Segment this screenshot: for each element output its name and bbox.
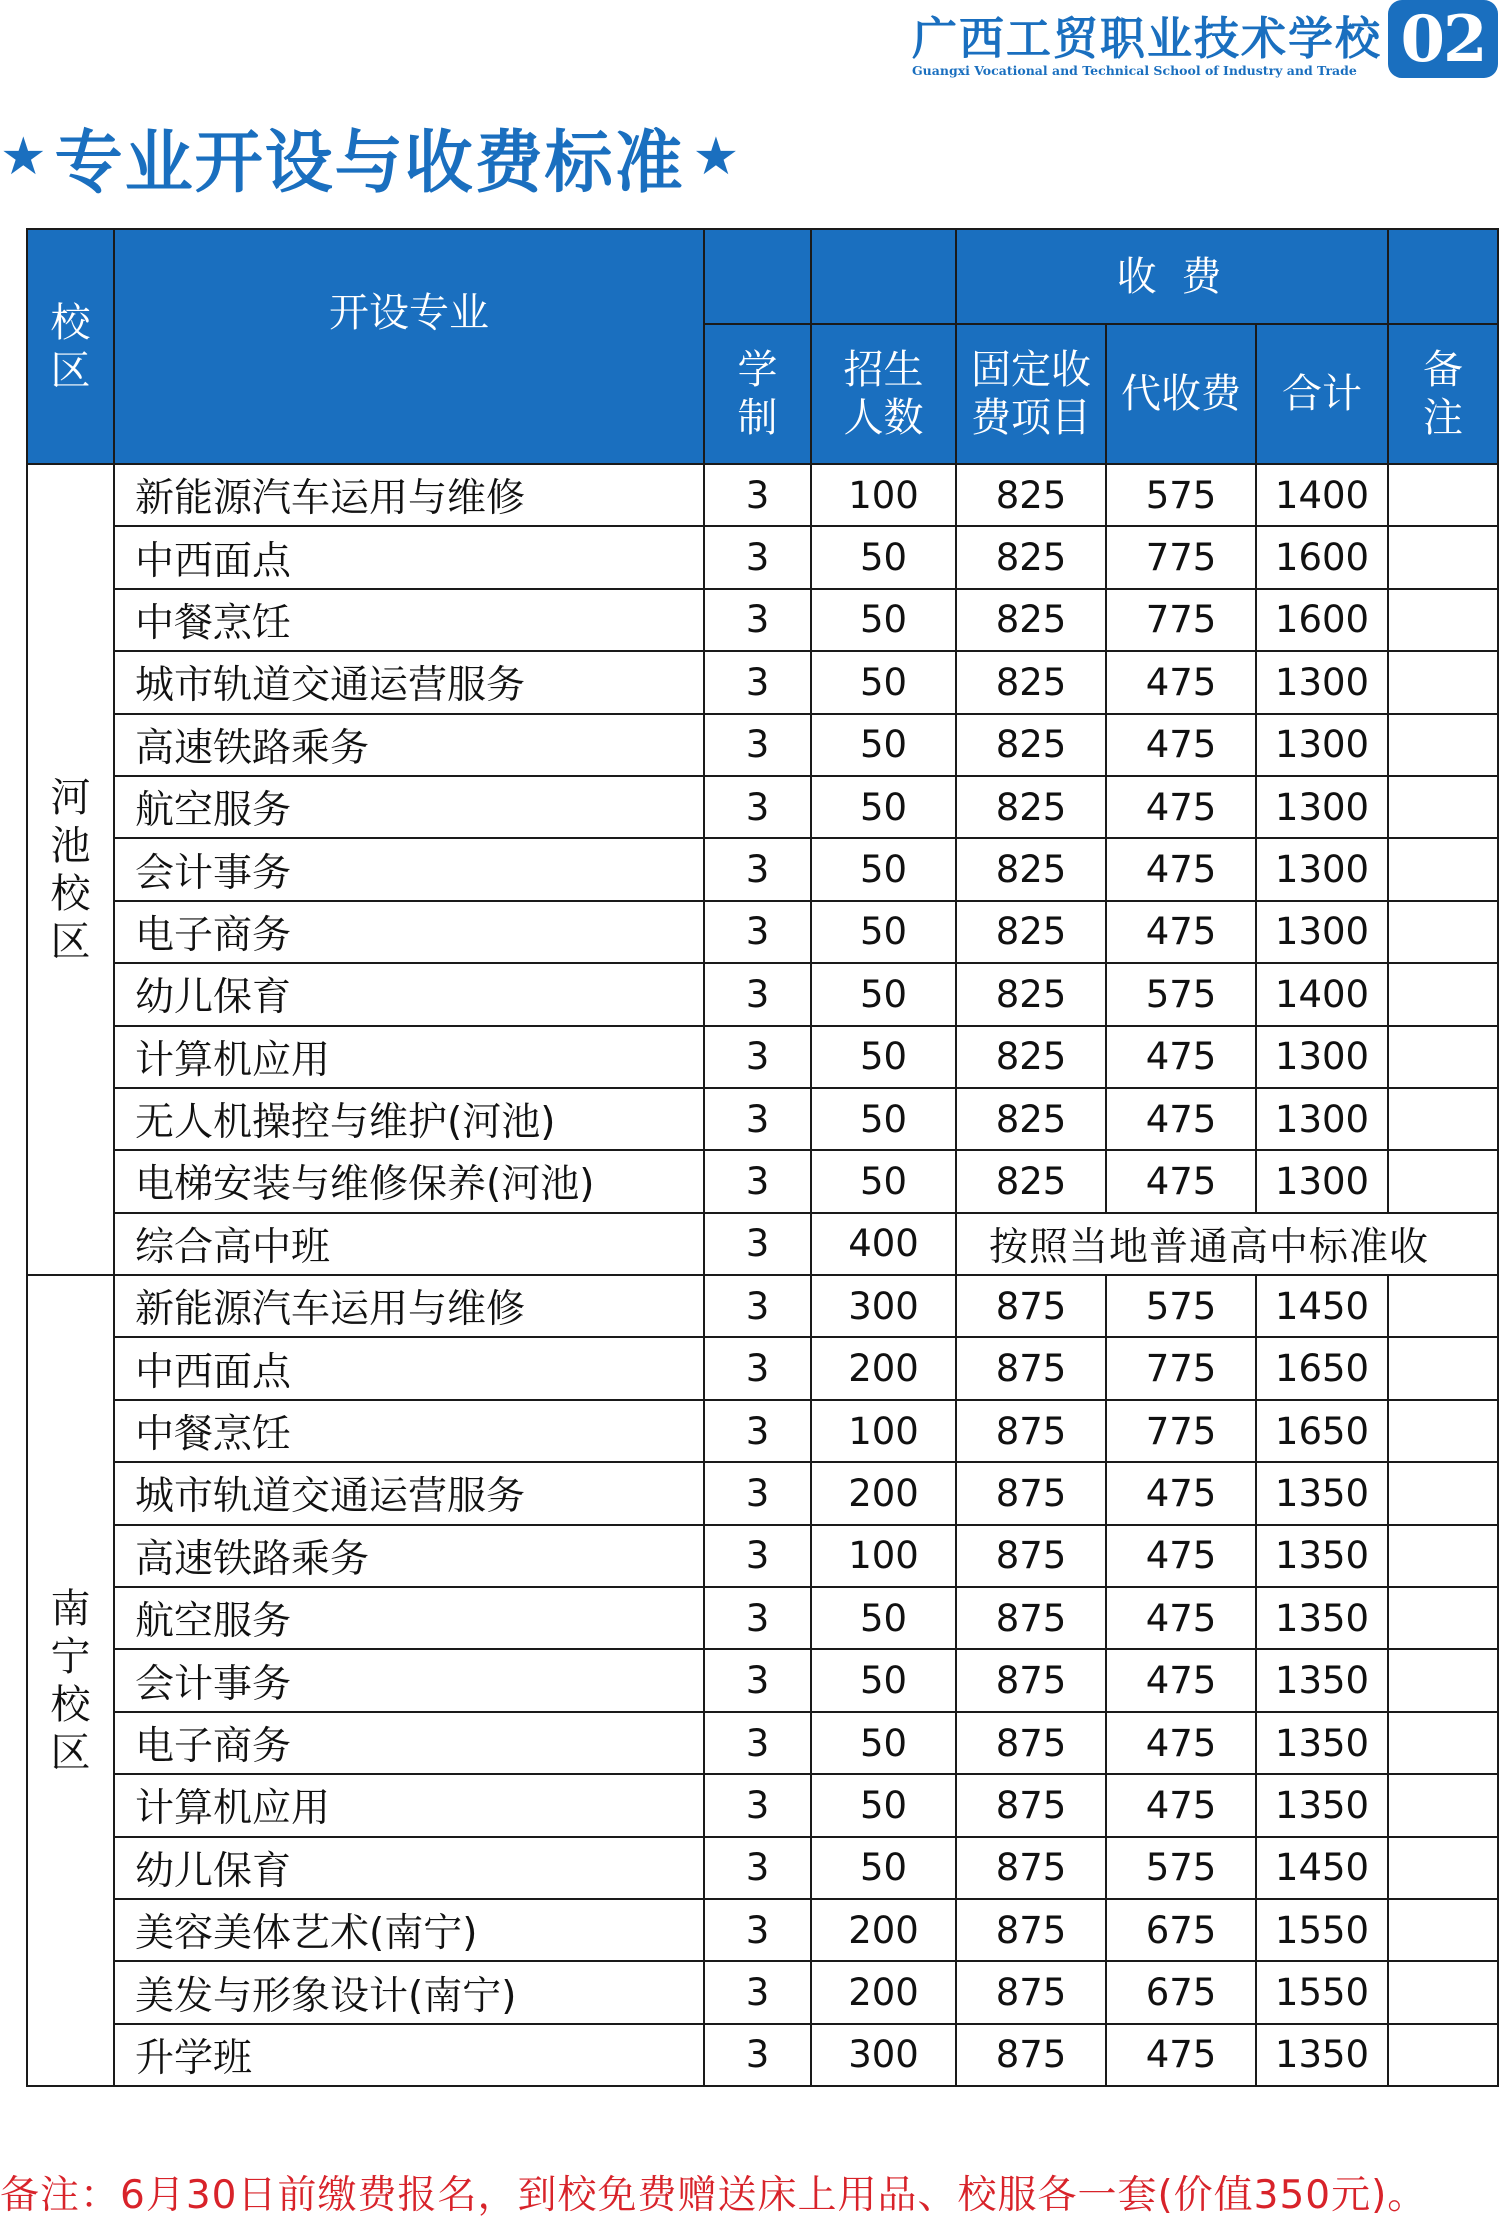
fixed-fee-cell: 825 [956, 776, 1106, 838]
enrollment-cell: 50 [811, 1712, 956, 1774]
agency-fee-cell: 775 [1106, 526, 1256, 588]
agency-fee-cell: 475 [1106, 1525, 1256, 1587]
major-cell: 电梯安装与维修保养(河池) [114, 1150, 704, 1212]
fixed-fee-cell: 875 [956, 1899, 1106, 1961]
enrollment-cell: 200 [811, 1462, 956, 1524]
major-cell: 高速铁路乘务 [114, 714, 704, 776]
agency-fee-cell: 475 [1106, 1462, 1256, 1524]
total-cell: 1600 [1256, 589, 1388, 651]
remarks-cell [1388, 1774, 1498, 1836]
fixed-fee-cell: 825 [956, 963, 1106, 1025]
campus-cell [27, 1275, 114, 2086]
years-cell: 3 [704, 901, 811, 963]
enrollment-cell: 300 [811, 1275, 956, 1337]
table-row [27, 1899, 1498, 1961]
total-cell: 1300 [1256, 1026, 1388, 1088]
fixed-fee-cell: 825 [956, 901, 1106, 963]
major-cell: 美发与形象设计(南宁) [114, 1961, 704, 2023]
header-total: 合计 [1256, 324, 1388, 464]
major-cell: 中西面点 [114, 526, 704, 588]
enrollment-cell: 50 [811, 526, 956, 588]
years-cell: 3 [704, 1525, 811, 1587]
table-row [27, 1150, 1498, 1212]
header-blank [1388, 229, 1498, 324]
remarks-cell [1388, 963, 1498, 1025]
agency-fee-cell: 675 [1106, 1961, 1256, 2023]
fixed-fee-cell: 825 [956, 464, 1106, 526]
years-cell: 3 [704, 1213, 811, 1275]
remarks-cell [1388, 1462, 1498, 1524]
major-cell: 综合高中班 [114, 1213, 704, 1275]
table-row [27, 589, 1498, 651]
agency-fee-cell: 675 [1106, 1899, 1256, 1961]
years-cell: 3 [704, 1337, 811, 1399]
years-cell: 3 [704, 1026, 811, 1088]
table-row [27, 963, 1498, 1025]
fixed-fee-cell: 825 [956, 1026, 1106, 1088]
remarks-cell [1388, 901, 1498, 963]
enrollment-cell: 50 [811, 1587, 956, 1649]
agency-fee-cell: 775 [1106, 589, 1256, 651]
remarks-cell [1388, 1337, 1498, 1399]
years-cell: 3 [704, 526, 811, 588]
agency-fee-cell: 575 [1106, 464, 1256, 526]
total-cell: 1350 [1256, 1462, 1388, 1524]
years-cell: 3 [704, 963, 811, 1025]
enrollment-cell: 100 [811, 1400, 956, 1462]
page-number-badge: 02 [1388, 0, 1498, 78]
total-cell: 1450 [1256, 1275, 1388, 1337]
enrollment-cell: 50 [811, 1088, 956, 1150]
enrollment-cell: 100 [811, 464, 956, 526]
table-row [27, 1026, 1498, 1088]
major-cell: 中餐烹饪 [114, 589, 704, 651]
table-row [27, 1712, 1498, 1774]
agency-fee-cell: 475 [1106, 1587, 1256, 1649]
fixed-fee-cell: 875 [956, 1961, 1106, 2023]
table-row [27, 1275, 1498, 1337]
remarks-cell [1388, 464, 1498, 526]
header-campus: 校区 [27, 229, 114, 464]
fixed-fee-cell: 825 [956, 1150, 1106, 1212]
fixed-fee-cell: 875 [956, 1587, 1106, 1649]
campus-name: 河池校区 [50, 774, 91, 965]
total-cell: 1300 [1256, 1088, 1388, 1150]
years-cell: 3 [704, 1150, 811, 1212]
fee-table [26, 228, 1499, 2087]
remarks-cell [1388, 1587, 1498, 1649]
years-cell: 3 [704, 651, 811, 713]
enrollment-cell: 50 [811, 1026, 956, 1088]
table-row [27, 1649, 1498, 1711]
remarks-cell [1388, 1961, 1498, 2023]
fixed-fee-cell: 875 [956, 1712, 1106, 1774]
agency-fee-cell: 475 [1106, 901, 1256, 963]
remarks-cell [1388, 714, 1498, 776]
header-enrollment: 招生人数 [811, 324, 956, 464]
remarks-cell [1388, 1899, 1498, 1961]
fixed-fee-cell: 875 [956, 1337, 1106, 1399]
table-row [27, 1462, 1498, 1524]
agency-fee-cell: 475 [1106, 1774, 1256, 1836]
header-agency-fee: 代收费 [1106, 324, 1256, 464]
total-cell: 1550 [1256, 1961, 1388, 2023]
fixed-fee-cell: 875 [956, 1462, 1106, 1524]
remarks-cell [1388, 776, 1498, 838]
major-cell: 电子商务 [114, 901, 704, 963]
enrollment-cell: 400 [811, 1213, 956, 1275]
table-row [27, 714, 1498, 776]
header-blank [811, 229, 956, 324]
major-cell: 无人机操控与维护(河池) [114, 1088, 704, 1150]
table-row [27, 1337, 1498, 1399]
major-cell: 会计事务 [114, 1649, 704, 1711]
total-cell: 1350 [1256, 1525, 1388, 1587]
remarks-cell [1388, 838, 1498, 900]
fixed-fee-cell: 825 [956, 1088, 1106, 1150]
fixed-fee-cell: 875 [956, 1837, 1106, 1899]
years-cell: 3 [704, 714, 811, 776]
years-cell: 3 [704, 1961, 811, 2023]
header-blank [704, 229, 811, 324]
total-cell: 1400 [1256, 963, 1388, 1025]
agency-fee-cell: 475 [1106, 1649, 1256, 1711]
fixed-fee-cell: 825 [956, 838, 1106, 900]
major-cell: 计算机应用 [114, 1774, 704, 1836]
agency-fee-cell: 575 [1106, 1837, 1256, 1899]
years-cell: 3 [704, 2024, 811, 2086]
enrollment-cell: 50 [811, 651, 956, 713]
fixed-fee-cell: 875 [956, 1275, 1106, 1337]
years-cell: 3 [704, 1899, 811, 1961]
years-cell: 3 [704, 589, 811, 651]
total-cell: 1550 [1256, 1899, 1388, 1961]
table-row [27, 1400, 1498, 1462]
years-cell: 3 [704, 838, 811, 900]
fixed-fee-cell: 875 [956, 1774, 1106, 1836]
major-cell: 城市轨道交通运营服务 [114, 1462, 704, 1524]
table-row [27, 464, 1498, 526]
table-row [27, 1774, 1498, 1836]
table-row [27, 1587, 1498, 1649]
fixed-fee-cell: 825 [956, 714, 1106, 776]
enrollment-cell: 200 [811, 1961, 956, 2023]
years-cell: 3 [704, 1088, 811, 1150]
table-row [27, 1961, 1498, 2023]
years-cell: 3 [704, 1712, 811, 1774]
table-row [27, 1213, 1498, 1275]
star-icon: ★ [692, 127, 740, 187]
header-years: 学制 [704, 324, 811, 464]
major-cell: 幼儿保育 [114, 1837, 704, 1899]
total-cell: 1300 [1256, 838, 1388, 900]
agency-fee-cell: 575 [1106, 963, 1256, 1025]
fixed-fee-cell: 875 [956, 2024, 1106, 2086]
major-cell: 新能源汽车运用与维修 [114, 1275, 704, 1337]
campus-name: 南宁校区 [50, 1585, 91, 1776]
years-cell: 3 [704, 1774, 811, 1836]
enrollment-cell: 50 [811, 1649, 956, 1711]
agency-fee-cell: 475 [1106, 1150, 1256, 1212]
total-cell: 1300 [1256, 901, 1388, 963]
agency-fee-cell: 575 [1106, 1275, 1256, 1337]
total-cell: 1450 [1256, 1837, 1388, 1899]
enrollment-cell: 100 [811, 1525, 956, 1587]
total-cell: 1650 [1256, 1337, 1388, 1399]
agency-fee-cell: 775 [1106, 1337, 1256, 1399]
footnote: 备注：6月30日前缴费报名，到校免费赠送床上用品、校服各一套(价值350元)。 [0, 2173, 1428, 2218]
major-cell: 高速铁路乘务 [114, 1525, 704, 1587]
major-cell: 计算机应用 [114, 1026, 704, 1088]
agency-fee-cell: 475 [1106, 2024, 1256, 2086]
remarks-cell [1388, 526, 1498, 588]
agency-fee-cell: 475 [1106, 1088, 1256, 1150]
school-name: 广西工贸职业技术学校 [912, 12, 1383, 65]
remarks-cell [1388, 589, 1498, 651]
school-name-english: Guangxi Vocational and Technical School of Industry and Trade [912, 63, 1357, 78]
table-row [27, 776, 1498, 838]
remarks-cell [1388, 1712, 1498, 1774]
total-cell: 1300 [1256, 714, 1388, 776]
table-row [27, 2024, 1498, 2086]
agency-fee-cell: 475 [1106, 1026, 1256, 1088]
fee-note-cell: 按照当地普通高中标准收 [956, 1213, 1498, 1275]
years-cell: 3 [704, 1649, 811, 1711]
fixed-fee-cell: 825 [956, 651, 1106, 713]
enrollment-cell: 50 [811, 1150, 956, 1212]
enrollment-cell: 50 [811, 1774, 956, 1836]
agency-fee-cell: 475 [1106, 838, 1256, 900]
campus-cell [27, 464, 114, 1275]
remarks-cell [1388, 1837, 1498, 1899]
table-row [27, 901, 1498, 963]
table-row [27, 526, 1498, 588]
major-cell: 中餐烹饪 [114, 1400, 704, 1462]
enrollment-cell: 50 [811, 1837, 956, 1899]
total-cell: 1350 [1256, 2024, 1388, 2086]
total-cell: 1350 [1256, 1649, 1388, 1711]
years-cell: 3 [704, 1837, 811, 1899]
header-fees-group: 收 费 [956, 229, 1388, 324]
major-cell: 航空服务 [114, 776, 704, 838]
fixed-fee-cell: 875 [956, 1525, 1106, 1587]
enrollment-cell: 50 [811, 714, 956, 776]
fixed-fee-cell: 875 [956, 1649, 1106, 1711]
total-cell: 1300 [1256, 776, 1388, 838]
agency-fee-cell: 775 [1106, 1400, 1256, 1462]
enrollment-cell: 50 [811, 963, 956, 1025]
remarks-cell [1388, 651, 1498, 713]
total-cell: 1350 [1256, 1774, 1388, 1836]
table-row [27, 1525, 1498, 1587]
table-row [27, 838, 1498, 900]
years-cell: 3 [704, 1275, 811, 1337]
star-icon: ★ [0, 127, 47, 187]
total-cell: 1300 [1256, 1150, 1388, 1212]
total-cell: 1600 [1256, 526, 1388, 588]
enrollment-cell: 50 [811, 901, 956, 963]
remarks-cell [1388, 1400, 1498, 1462]
title-row [0, 112, 739, 202]
major-cell: 航空服务 [114, 1587, 704, 1649]
remarks-cell [1388, 1088, 1498, 1150]
table-row [27, 1837, 1498, 1899]
remarks-cell [1388, 1525, 1498, 1587]
table-row [27, 651, 1498, 713]
header-remarks: 备注 [1388, 324, 1498, 464]
enrollment-cell: 50 [811, 838, 956, 900]
major-cell: 中西面点 [114, 1337, 704, 1399]
fixed-fee-cell: 825 [956, 526, 1106, 588]
enrollment-cell: 50 [811, 776, 956, 838]
years-cell: 3 [704, 1587, 811, 1649]
remarks-cell [1388, 1026, 1498, 1088]
years-cell: 3 [704, 1400, 811, 1462]
agency-fee-cell: 475 [1106, 776, 1256, 838]
fixed-fee-cell: 825 [956, 589, 1106, 651]
major-cell: 升学班 [114, 2024, 704, 2086]
years-cell: 3 [704, 1462, 811, 1524]
remarks-cell [1388, 1275, 1498, 1337]
enrollment-cell: 200 [811, 1337, 956, 1399]
remarks-cell [1388, 2024, 1498, 2086]
years-cell: 3 [704, 776, 811, 838]
years-cell: 3 [704, 464, 811, 526]
major-cell: 幼儿保育 [114, 963, 704, 1025]
remarks-cell [1388, 1150, 1498, 1212]
fixed-fee-cell: 875 [956, 1400, 1106, 1462]
total-cell: 1650 [1256, 1400, 1388, 1462]
major-cell: 美容美体艺术(南宁) [114, 1899, 704, 1961]
enrollment-cell: 300 [811, 2024, 956, 2086]
total-cell: 1350 [1256, 1587, 1388, 1649]
major-cell: 电子商务 [114, 1712, 704, 1774]
page-title: 专业开设与收费标准 [54, 122, 685, 203]
header-fixed-fee: 固定收费项目 [956, 324, 1106, 464]
remarks-cell [1388, 1649, 1498, 1711]
enrollment-cell: 50 [811, 589, 956, 651]
enrollment-cell: 200 [811, 1899, 956, 1961]
table-row [27, 1088, 1498, 1150]
total-cell: 1400 [1256, 464, 1388, 526]
total-cell: 1350 [1256, 1712, 1388, 1774]
major-cell: 新能源汽车运用与维修 [114, 464, 704, 526]
total-cell: 1300 [1256, 651, 1388, 713]
major-cell: 城市轨道交通运营服务 [114, 651, 704, 713]
fee-table-body [27, 464, 1498, 2086]
major-cell: 会计事务 [114, 838, 704, 900]
header-major: 开设专业 [114, 229, 704, 464]
agency-fee-cell: 475 [1106, 714, 1256, 776]
agency-fee-cell: 475 [1106, 1712, 1256, 1774]
agency-fee-cell: 475 [1106, 651, 1256, 713]
